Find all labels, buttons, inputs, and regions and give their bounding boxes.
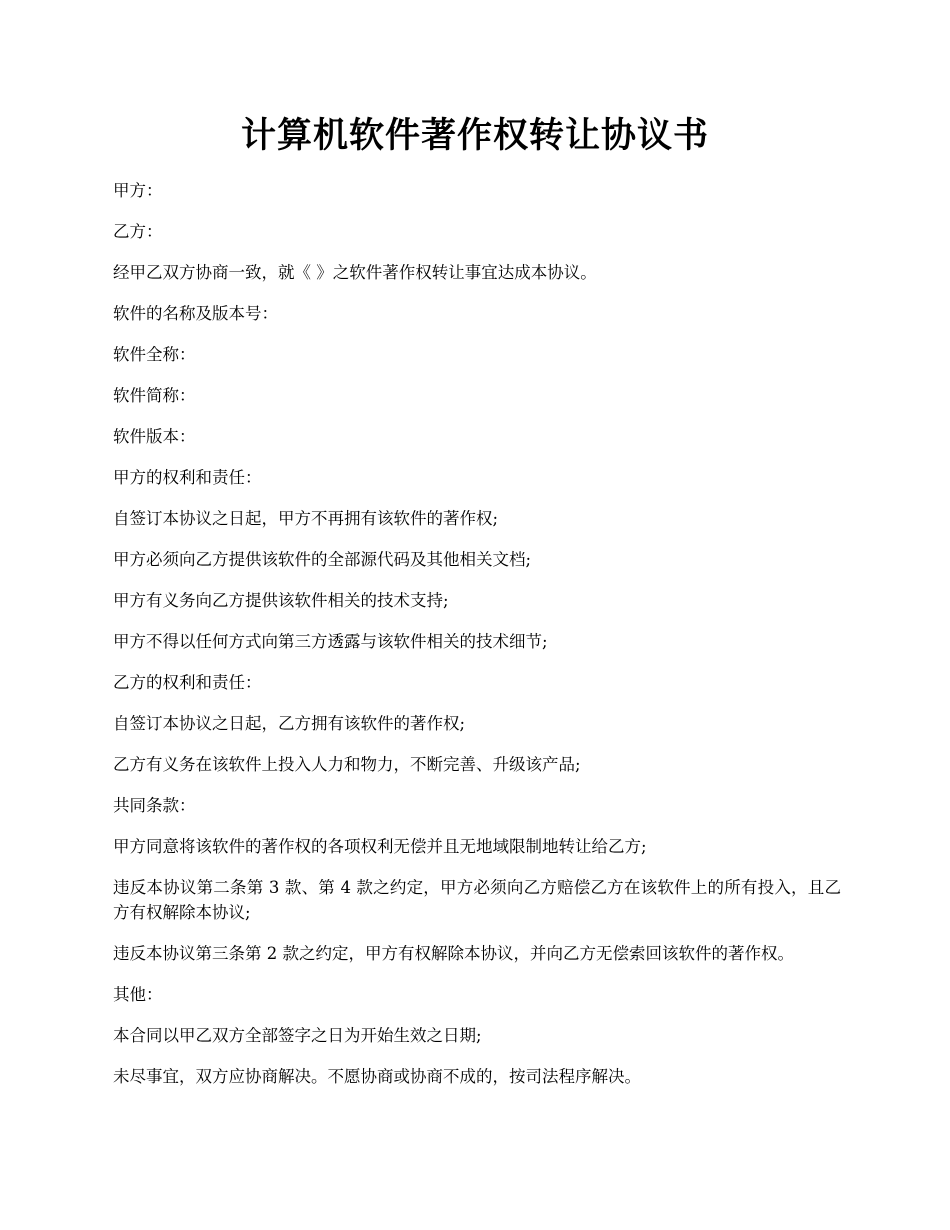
party-a-clause: 自签订本协议之日起，甲方不再拥有该软件的著作权;: [113, 509, 499, 528]
common-terms-heading: 共同条款：: [113, 796, 196, 815]
party-a-clause: 甲方不得以任何方式向第三方透露与该软件相关的技术细节;: [113, 632, 548, 651]
common-clause: 甲方同意将该软件的著作权的各项权利无偿并且无地域限制地转让给乙方;: [113, 837, 647, 856]
software-name-version-heading: 软件的名称及版本号：: [113, 304, 278, 323]
other-clause: 未尽事宜，双方应协商解决。不愿协商或协商不成的，按司法程序解决。: [113, 1067, 641, 1086]
common-clause: 违反本协议第二条第 3 款、第 4 款之约定，甲方必须向乙方赔偿乙方在该软件上的所有投入，且乙方有权解除本协议;: [113, 878, 841, 922]
other-clause: 本合同以甲乙双方全部签字之日为开始生效之日期;: [113, 1026, 482, 1045]
party-a-line: 甲方：: [113, 181, 163, 200]
party-b-clause: 自签订本协议之日起，乙方拥有该软件的著作权;: [113, 714, 466, 733]
party-b-line: 乙方：: [113, 222, 163, 241]
document-title: 计算机软件著作权转让协议书: [240, 115, 709, 156]
software-full-name: 软件全称：: [113, 345, 196, 364]
party-b-clause: 乙方有义务在该软件上投入人力和物力，不断完善、升级该产品;: [113, 755, 581, 774]
other-heading: 其他：: [113, 985, 163, 1004]
party-b-rights-heading: 乙方的权利和责任：: [113, 673, 262, 692]
party-a-clause: 甲方必须向乙方提供该软件的全部源代码及其他相关文档;: [113, 550, 532, 569]
agreement-intro: 经甲乙双方协商一致，就《 》之软件著作权转让事宜达成本协议。: [113, 263, 597, 282]
party-a-clause: 甲方有义务向乙方提供该软件相关的技术支持;: [113, 591, 449, 610]
common-clause: 违反本协议第三条第 2 款之约定，甲方有权解除本协议，并向乙方无偿索回该软件的著作权。: [113, 944, 794, 963]
software-short-name: 软件简称：: [113, 386, 196, 405]
software-version: 软件版本：: [113, 427, 196, 446]
document-body: [113, 178, 841, 1105]
party-a-rights-heading: 甲方的权利和责任：: [113, 468, 262, 487]
